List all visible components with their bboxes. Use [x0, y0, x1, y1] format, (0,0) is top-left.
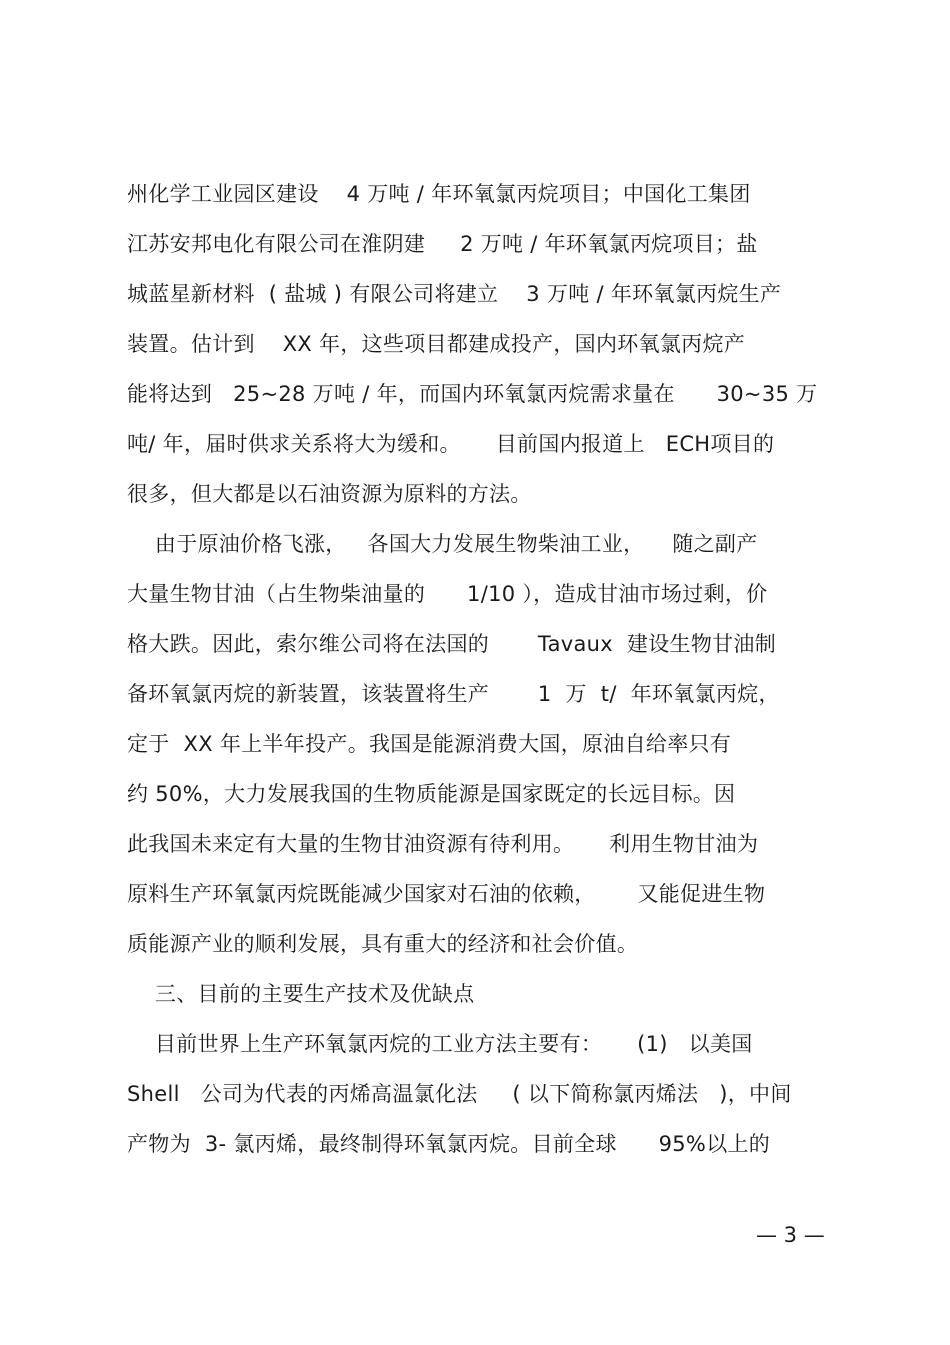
text-line: 产物为 3- 氯丙烯，最终制得环氧氯丙烷。目前全球 95%以上的 — [127, 1132, 771, 1156]
text-line: Shell 公司为代表的丙烯高温氯化法 ( 以下简称氯丙烯法 )，中间 — [127, 1082, 792, 1106]
text-line: 吨/ 年，届时供求关系将大为缓和。 目前国内报道上 ECH项目的 — [127, 432, 775, 456]
paragraph-first-line: 由于原油价格飞涨， 各国大力发展生物柴油工业， 随之副产 — [127, 532, 758, 556]
text-line: 装置。估计到 XX 年，这些项目都建成投产，国内环氧氯丙烷产 — [127, 332, 746, 356]
text-line: 州化学工业园区建设 4 万吨 / 年环氧氯丙烷项目；中国化工集团 — [127, 182, 751, 206]
text-line: 大量生物甘油（占生物柴油量的 1/10 ），造成甘油市场过剩，价 — [127, 582, 768, 606]
text-line: 城蓝星新材料 ( 盐城 ) 有限公司将建立 3 万吨 / 年环氧氯丙烷生产 — [127, 282, 782, 306]
text-line: 此我国未来定有大量的生物甘油资源有待利用。 利用生物甘油为 — [127, 832, 759, 856]
page-number: — 3 — — [756, 1223, 825, 1247]
text-line: 江苏安邦电化有限公司在淮阴建 2 万吨 / 年环氧氯丙烷项目；盐 — [127, 232, 758, 256]
text-line: 原料生产环氧氯丙烷既能减少国家对石油的依赖， 又能促进生物 — [127, 882, 766, 906]
text-line: 备环氧氯丙烷的新装置，该装置将生产 1 万 t/ 年环氧氯丙烷， — [127, 682, 780, 706]
paragraph-first-line: 目前世界上生产环氧氯丙烷的工业方法主要有： (1) 以美国 — [127, 1032, 753, 1056]
text-line: 质能源产业的顺利发展，具有重大的经济和社会价值。 — [127, 932, 639, 956]
text-line: 格大跌。因此，索尔维公司将在法国的 Tavaux 建设生物甘油制 — [127, 632, 777, 656]
text-line: 能将达到 25~28 万吨 / 年，而国内环氧氯丙烷需求量在 30~35 万 — [127, 382, 818, 406]
section-heading: 三、目前的主要生产技术及优缺点 — [127, 982, 475, 1006]
text-line: 定于 XX 年上半年投产。我国是能源消费大国，原油自给率只有 — [127, 732, 732, 756]
text-line: 约 50%，大力发展我国的生物质能源是国家既定的长远目标。因 — [127, 782, 736, 806]
text-line: 很多，但大都是以石油资源为原料的方法。 — [127, 482, 532, 506]
